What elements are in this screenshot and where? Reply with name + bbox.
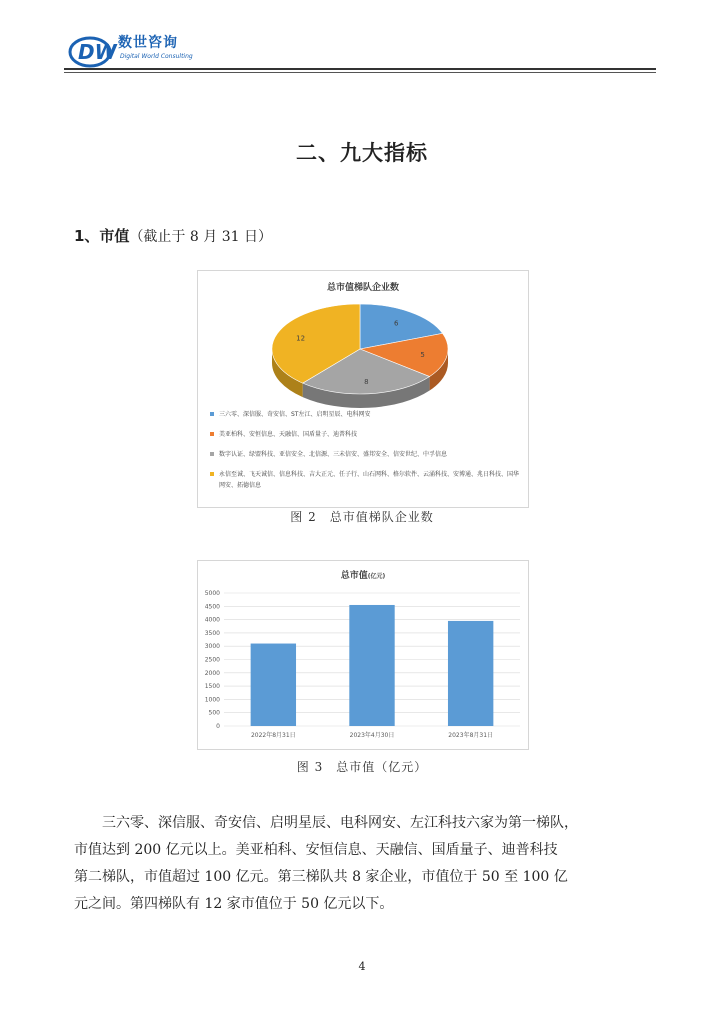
y-tick-label: 2000 [204,669,220,677]
paragraph-line: 元之间。第四梯队有 12 家市值位于 50 亿元以下。 [74,896,394,912]
bar [448,621,493,726]
pie-legend [210,409,520,500]
section-note: （截止于 8 月 31 日） [129,229,272,245]
dw-logo-icon [68,32,120,70]
pie-chart-title: 总市值梯队企业数 [326,283,399,293]
y-tick-label: 500 [208,709,220,717]
pie-data-label: 8 [364,378,369,387]
logo-chinese-text: 数世咨询 [118,35,178,51]
legend-label: 数字认证、绿盟科技、亚信安全、北信源、三未信安、盛邦安全、信安世纪、中孚信息 [219,451,448,458]
y-tick-label: 1000 [204,696,220,704]
y-tick-label: 5000 [204,590,220,597]
body-paragraph [74,810,654,918]
section-title: 1、市值 [74,227,130,245]
pie-data-label: 5 [420,350,425,359]
legend-label: 永信至诚、飞天诚信、信息科技、吉大正元、任子行、山石网科、格尔软件、云涌科技、安博通、兆日科技、国华网安、拓德信息 [219,471,520,489]
x-tick-label: 2023年4月30日 [349,732,395,739]
bar-chart-title: 总市值 [340,571,368,581]
pie-data-label: 12 [296,334,306,343]
y-tick-label: 1500 [204,683,220,691]
legend-item [210,449,520,460]
legend-label: 三六零、深信服、奇安信、ST左江、启明星辰、电科网安 [219,411,371,418]
paragraph-line: 第二梯队，市值超过 100 亿元。第三梯队共 8 家企业，市值位于 50 至 100 亿 [74,869,568,885]
paragraph-line: 市值达到 200 亿元以上。美亚柏科、安恒信息、天融信、国盾量子、迪普科技 [74,842,558,858]
bar [349,605,394,726]
figure-2-caption: 图 2 总市值梯队企业数 [290,510,434,524]
y-tick-label: 0 [216,723,220,730]
x-tick-label: 2023年8月31日 [448,732,494,739]
y-tick-label: 4500 [204,603,220,611]
pie-chart [198,291,528,421]
logo-english-text: Digital World Consulting [120,53,193,60]
legend-swatch [210,452,214,456]
y-tick-label: 3000 [204,643,220,651]
legend-item [210,469,520,491]
y-tick-label: 4000 [204,616,220,624]
legend-label: 美亚柏科、安恒信息、天融信、国盾量子、迪普科技 [219,431,358,438]
figure-3-caption: 图 3 总市值（亿元） [296,760,428,774]
legend-swatch [210,412,214,416]
y-tick-label: 2500 [204,656,220,664]
y-tick-label: 3500 [204,629,220,637]
paragraph-line: 三六零、深信服、奇安信、启明星辰、电科网安、左江科技六家为第一梯队， [102,815,578,831]
legend-item [210,429,520,440]
header-rule [64,68,656,70]
legend-item [210,409,520,420]
pie-chart-box [197,270,529,508]
bar-chart-unit: (亿元) [367,573,386,580]
legend-swatch [210,472,214,476]
pie-data-label: 6 [393,319,399,328]
bar-chart-title-row [198,568,528,581]
page-number: 4 [358,960,366,973]
header-rule-thin [64,72,656,73]
page-title: 二、九大指标 [296,141,428,165]
x-tick-label: 2022年8月31日 [250,732,296,739]
bar-chart-box [197,560,529,750]
bar [251,644,296,726]
bar-chart [198,581,528,751]
logo-mark-text: DW [78,40,117,64]
section-heading [74,225,272,246]
company-logo [68,28,193,70]
legend-swatch [210,432,214,436]
